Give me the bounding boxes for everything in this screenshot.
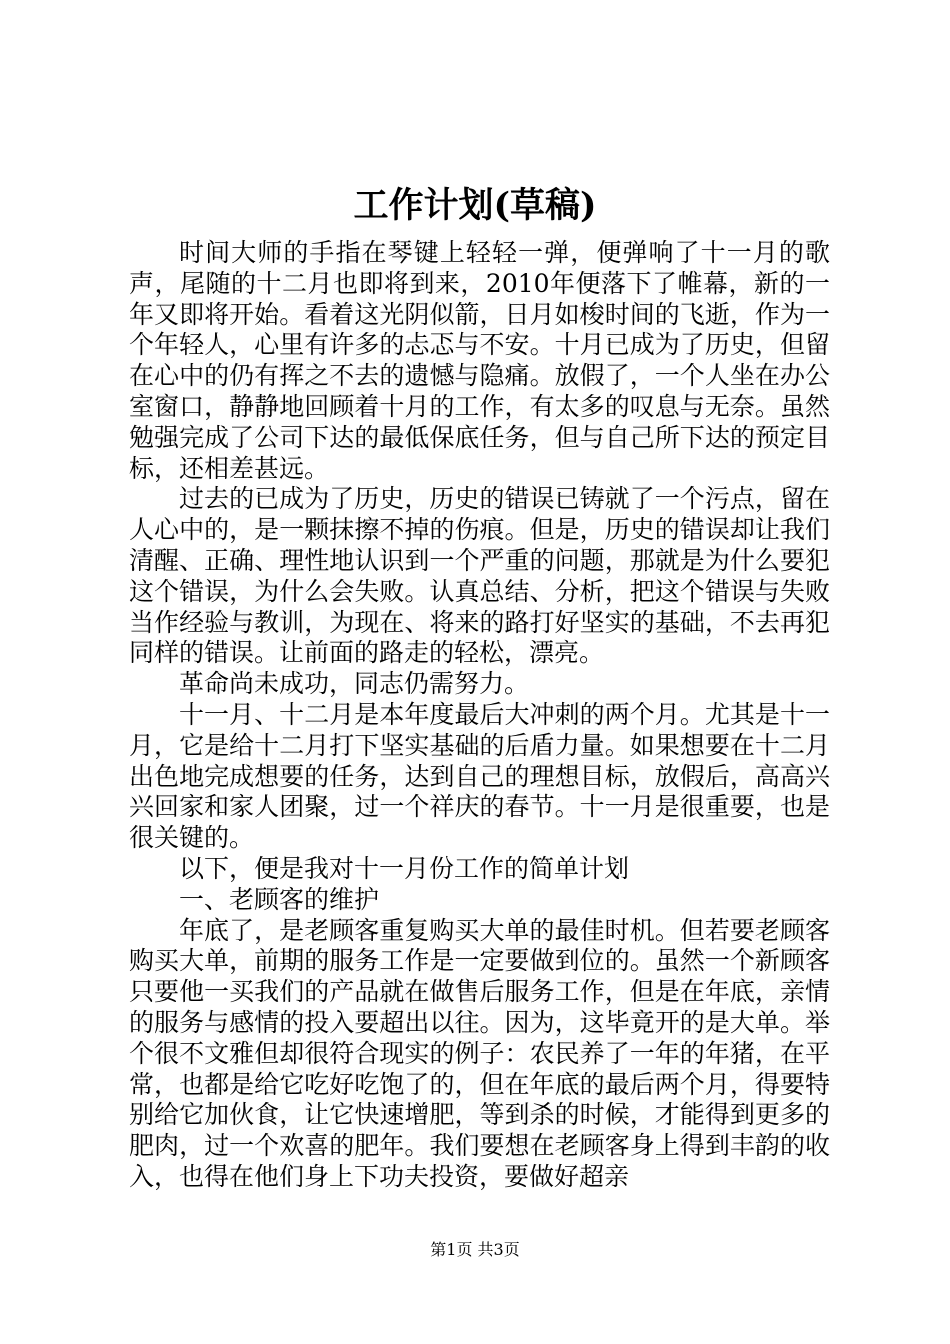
document-body <box>129 238 830 1193</box>
paragraph-history: 过去的已成为了历史，历史的错误已铸就了一个污点，留在人心中的，是一颗抹擦不掉的伤痕。但是，历史的错误却让我们清醒、正确、理性地认识到一个严重的问题，那就是为什么要犯这个错误，为什么会失败。认真总结、分析，把这个错误与失败当作经验与教训，为现在、将来的路打好坚实的基础，不去再犯同样的错误。让前面的路走的轻松，漂亮。 <box>129 484 830 668</box>
paragraph-intro: 时间大师的手指在琴键上轻轻一弹，便弹响了十一月的歌声，尾随的十二月也即将到来，2010年便落下了帷幕，新的一年又即将开始。看着这光阴似箭，日月如梭时间的飞逝，作为一个年轻人，心里有许多的忐忑与不安。十月已成为了历史，但留在心中的仍有挥之不去的遗憾与隐痛。放假了，一个人坐在办公室窗口，静静地回顾着十月的工作，有太多的叹息与无奈。虽然勉强完成了公司下达的最低保底任务，但与自己所下达的预定目标，还相差甚远。 <box>129 238 830 483</box>
document-title: 工作计划(草稿) <box>353 185 597 226</box>
section-heading-old-customers: 一、老顾客的维护 <box>179 884 380 914</box>
paragraph-old-customers: 年底了，是老顾客重复购买大单的最佳时机。但若要老顾客购买大单，前期的服务工作是一定要做到位的。虽然一个新顾客只要他一买我们的产品就在做售后服务工作，但是在年底，亲情的服务与感情的投入要超出以往。因为，这毕竟开的是大单。举个很不文雅但却很符合现实的例子：农民养了一年的年猪，在平常，也都是给它吃好吃饱了的，但在年底的最后两个月，得要特别给它加伙食，让它快速增肥，等到杀的时候，才能得到更多的肥肉，过一个欢喜的肥年。我们要想在老顾客身上得到丰韵的收入，也得在他们身上下功夫投资，要做好超亲 <box>129 915 830 1191</box>
paragraph-plan-intro: 以下，便是我对十一月份工作的简单计划 <box>179 853 630 883</box>
paragraph-motto: 革命尚未成功，同志仍需努力。 <box>179 669 530 699</box>
page-number-footer: 第1页 共3页 <box>430 1240 520 1259</box>
paragraph-final-months: 十一月、十二月是本年度最后大冲刺的两个月。尤其是十一月，它是给十二月打下坚实基础的后盾力量。如果想要在十二月出色地完成想要的任务，达到自己的理想目标，放假后，高高兴兴回家和家人团聚，过一个祥庆的春节。十一月是很重要，也是很关键的。 <box>129 699 830 853</box>
